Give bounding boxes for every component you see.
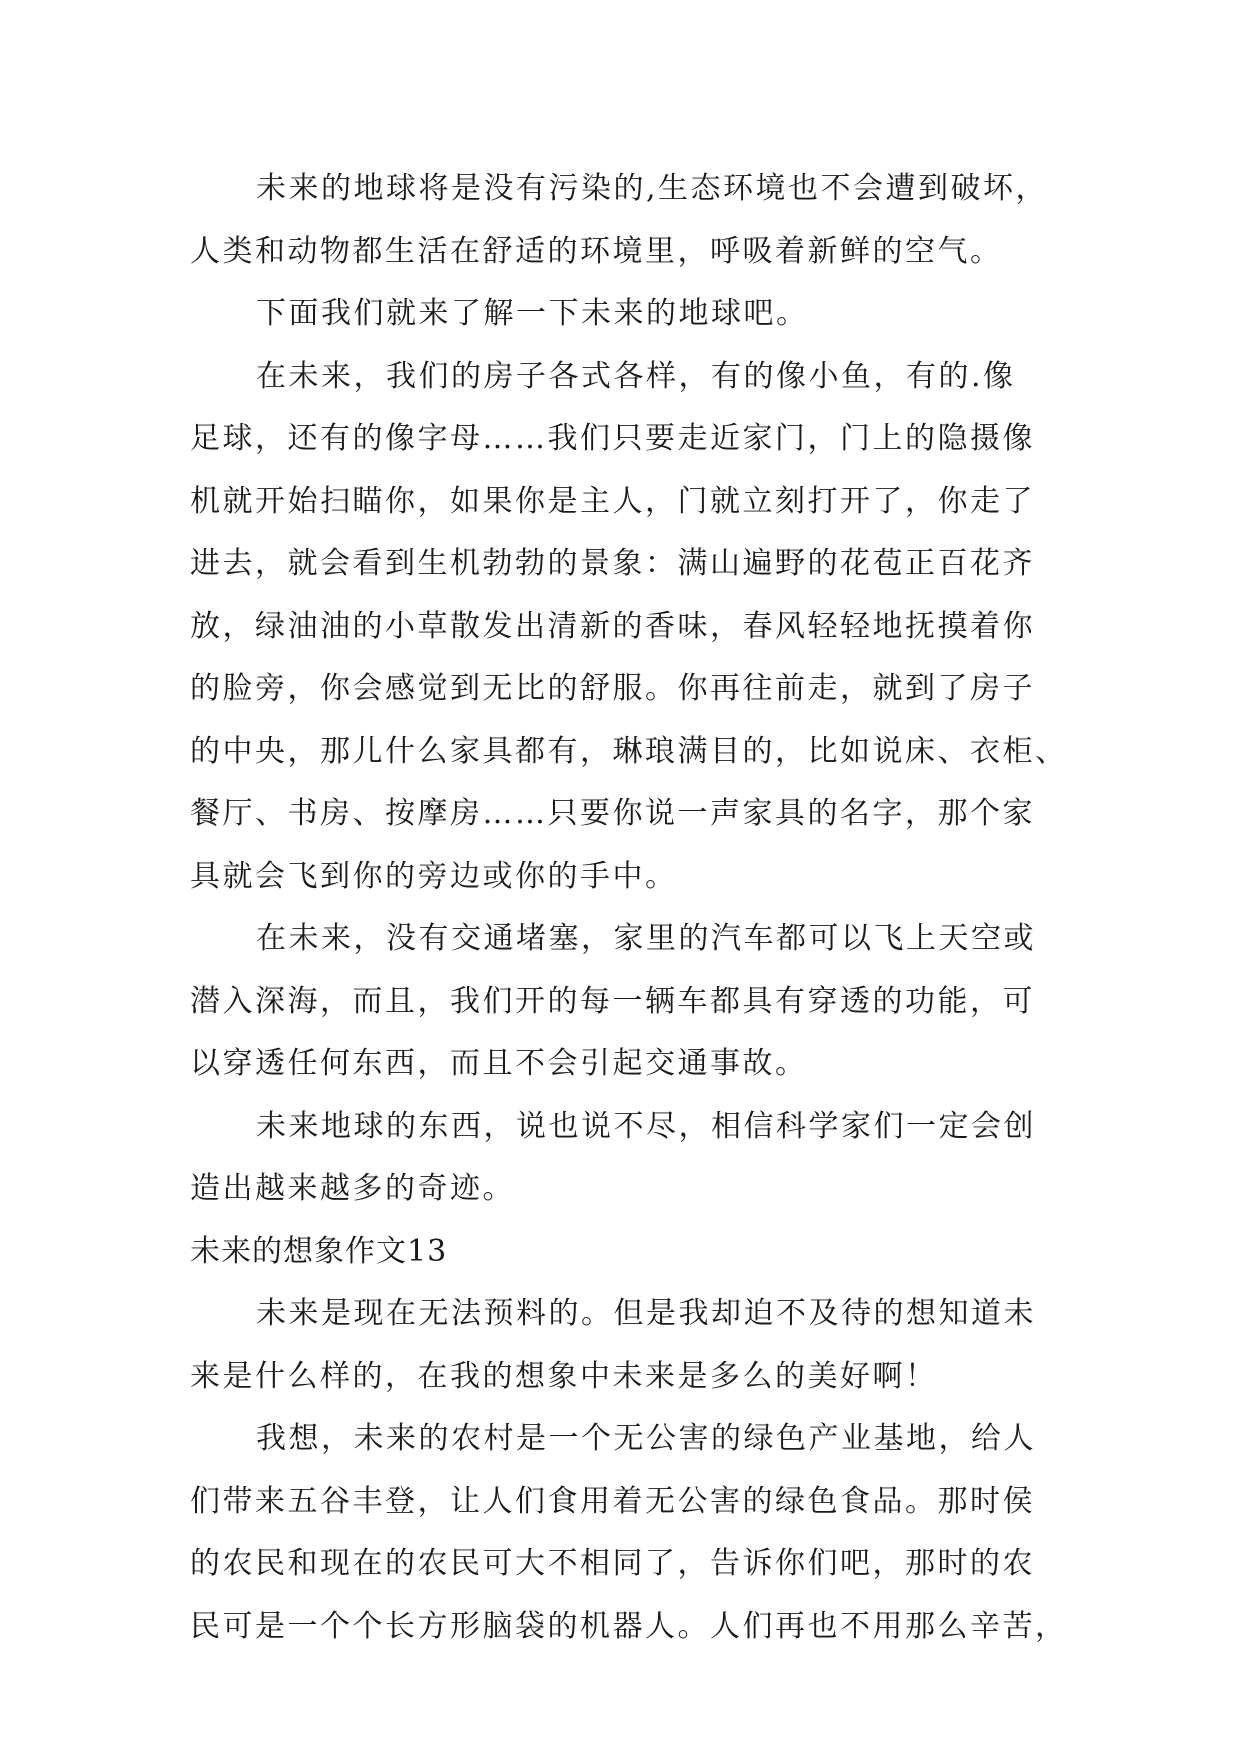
text-line: 进去，就会看到生机勃勃的景象：满山遍野的花苞正百花齐 — [190, 546, 1035, 581]
section-heading — [190, 1221, 1090, 1284]
text-line: 的农民和现在的农民可大不相同了，告诉你们吧，那时的农 — [190, 1546, 1035, 1581]
paragraph — [190, 1283, 1090, 1408]
paragraph — [190, 908, 1090, 1096]
text-line: 足球，还有的像字母……我们只要走近家门，门上的隐摄像 — [190, 421, 1035, 456]
text-line: 机就开始扫瞄你，如果你是主人，门就立刻打开了，你走了 — [190, 483, 1035, 519]
text-line: 们带来五谷丰登，让人们食用着无公害的绿色食品。那时侯 — [190, 1483, 1035, 1519]
text-line: 未来是现在无法预料的。但是我却迫不及待的想知道未 — [256, 1296, 1036, 1331]
text-line: 民可是一个个长方形脑袋的机器人。人们再也不用那么辛苦， — [190, 1608, 1068, 1644]
text-line: 在未来，没有交通堵塞，家里的汽车都可以飞上天空或 — [256, 921, 1036, 956]
heading-text: 未来的想象作文13 — [190, 1233, 448, 1269]
text-line: 我想，未来的农村是一个无公害的绿色产业基地，给人 — [256, 1421, 1036, 1456]
text-line: 潜入深海，而且，我们开的每一辆车都具有穿透的功能，可 — [190, 983, 1035, 1019]
text-line: 下面我们就来了解一下未来的地球吧。 — [256, 296, 809, 331]
text-line: 的脸旁，你会感觉到无比的舒服。你再往前走，就到了房子 — [190, 671, 1035, 706]
text-line: 的中央，那儿什么家具都有，琳琅满目的，比如说床、衣柜、 — [190, 733, 1068, 769]
text-line: 放，绿油油的小草散发出清新的香味，春风轻轻地抚摸着你 — [190, 608, 1035, 644]
text-line: 未来地球的东西，说也说不尽，相信科学家们一定会创 — [256, 1108, 1036, 1144]
text-line: 餐厅、书房、按摩房……只要你说一声家具的名字，那个家 — [190, 796, 1035, 831]
paragraph — [190, 158, 1090, 283]
text-line: 具就会飞到你的旁边或你的手中。 — [190, 858, 678, 894]
text-line: 来是什么样的，在我的想象中未来是多么的美好啊！ — [190, 1358, 938, 1394]
text-line: 人类和动物都生活在舒适的环境里，呼吸着新鲜的空气。 — [190, 233, 1003, 269]
paragraph — [190, 283, 1090, 346]
text-line: 在未来，我们的房子各式各样，有的像小鱼，有的.像 — [256, 358, 1016, 394]
paragraph — [190, 346, 1090, 909]
text-line: 未来的地球将是没有污染的,生态环境也不会遭到破坏， — [256, 171, 1049, 206]
document-body — [190, 158, 1090, 1658]
text-line: 造出越来越多的奇迹。 — [190, 1171, 515, 1206]
text-line: 以穿透任何东西，而且不会引起交通事故。 — [190, 1046, 808, 1081]
paragraph — [190, 1408, 1090, 1658]
paragraph — [190, 1096, 1090, 1221]
